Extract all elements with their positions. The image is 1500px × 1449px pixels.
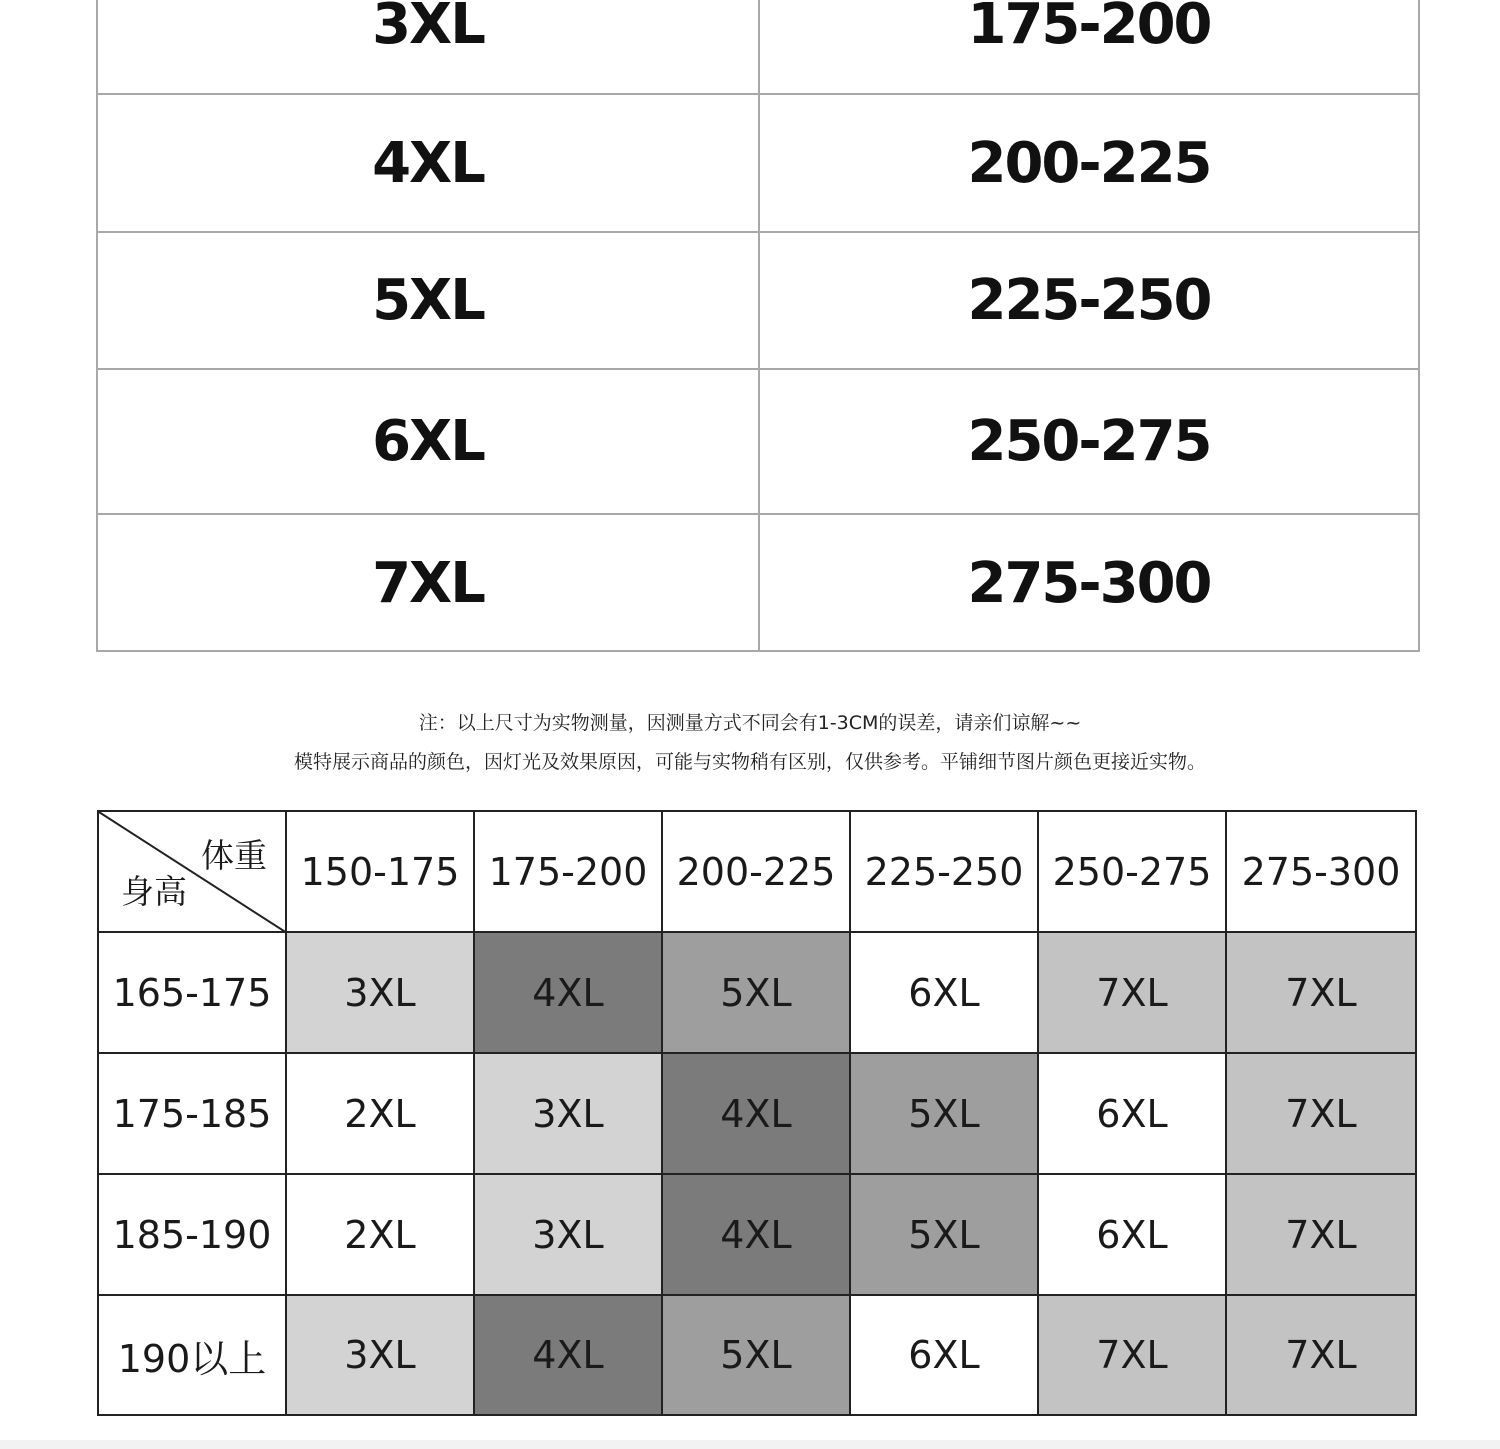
table-row [98, 1174, 1416, 1295]
table-row [98, 95, 1418, 233]
table-row [98, 932, 1416, 1053]
size-cell: 6XL [98, 370, 760, 513]
size-cell: 7XL [1226, 1174, 1416, 1295]
table-row [98, 0, 1418, 95]
weight-cell: 175-200 [967, 0, 1211, 57]
size-cell: 6XL [1038, 1053, 1226, 1174]
size-cell: 7XL [1038, 932, 1226, 1053]
weight-cell: 225-250 [967, 268, 1211, 333]
weight-header: 250-275 [1038, 811, 1226, 932]
height-header: 190以上 [98, 1295, 286, 1415]
size-weight-table [96, 0, 1420, 652]
size-cell: 3XL [474, 1174, 662, 1295]
size-cell: 7XL [98, 515, 760, 652]
size-cell: 5XL [662, 1295, 850, 1415]
size-cell: 2XL [286, 1174, 474, 1295]
size-cell: 6XL [1038, 1174, 1226, 1295]
size-cell: 3XL [286, 932, 474, 1053]
size-cell: 3XL [474, 1053, 662, 1174]
weight-cell: 250-275 [967, 409, 1211, 474]
size-cell: 5XL [98, 233, 760, 368]
height-header: 165-175 [98, 932, 286, 1053]
height-axis-label: 身高 [121, 872, 187, 911]
weight-header: 225-250 [850, 811, 1038, 932]
size-cell: 7XL [1226, 932, 1416, 1053]
table-row [98, 1053, 1416, 1174]
table-row [98, 233, 1418, 370]
size-cell: 7XL [1226, 1053, 1416, 1174]
size-cell: 5XL [850, 1053, 1038, 1174]
table-row [98, 515, 1418, 652]
size-cell: 6XL [850, 1295, 1038, 1415]
height-header: 185-190 [98, 1174, 286, 1295]
measurement-note: 注：以上尺寸为实物测量，因测量方式不同会有1-3CM的误差，请亲们谅解~~ [418, 712, 1082, 734]
size-cell: 3XL [286, 1295, 474, 1415]
weight-cell: 200-225 [967, 130, 1211, 196]
size-cell: 2XL [286, 1053, 474, 1174]
weight-header: 150-175 [286, 811, 474, 932]
color-note: 模特展示商品的颜色，因灯光及效果原因，可能与实物稍有区别，仅供参考。平铺细节图片颜色更接近实物。 [293, 751, 1206, 773]
weight-header: 175-200 [474, 811, 662, 932]
size-cell: 7XL [1038, 1295, 1226, 1415]
weight-cell: 275-300 [967, 551, 1211, 616]
table-row [98, 370, 1418, 515]
height-header: 175-185 [98, 1053, 286, 1174]
size-cell: 5XL [662, 932, 850, 1053]
size-cell: 4XL [662, 1053, 850, 1174]
weight-header: 200-225 [662, 811, 850, 932]
size-cell: 7XL [1226, 1295, 1416, 1415]
size-cell: 4XL [98, 95, 760, 231]
size-cell: 6XL [850, 932, 1038, 1053]
table-row [98, 1295, 1416, 1415]
bottom-divider [0, 1440, 1500, 1449]
size-cell: 3XL [98, 0, 760, 93]
weight-header: 275-300 [1226, 811, 1416, 932]
size-cell: 4XL [474, 932, 662, 1053]
header-row [98, 811, 1416, 932]
size-recommendation-grid [97, 810, 1417, 1416]
size-cell: 4XL [662, 1174, 850, 1295]
size-cell: 5XL [850, 1174, 1038, 1295]
weight-axis-label: 体重 [201, 836, 267, 875]
corner-cell [98, 811, 286, 932]
size-cell: 4XL [474, 1295, 662, 1415]
